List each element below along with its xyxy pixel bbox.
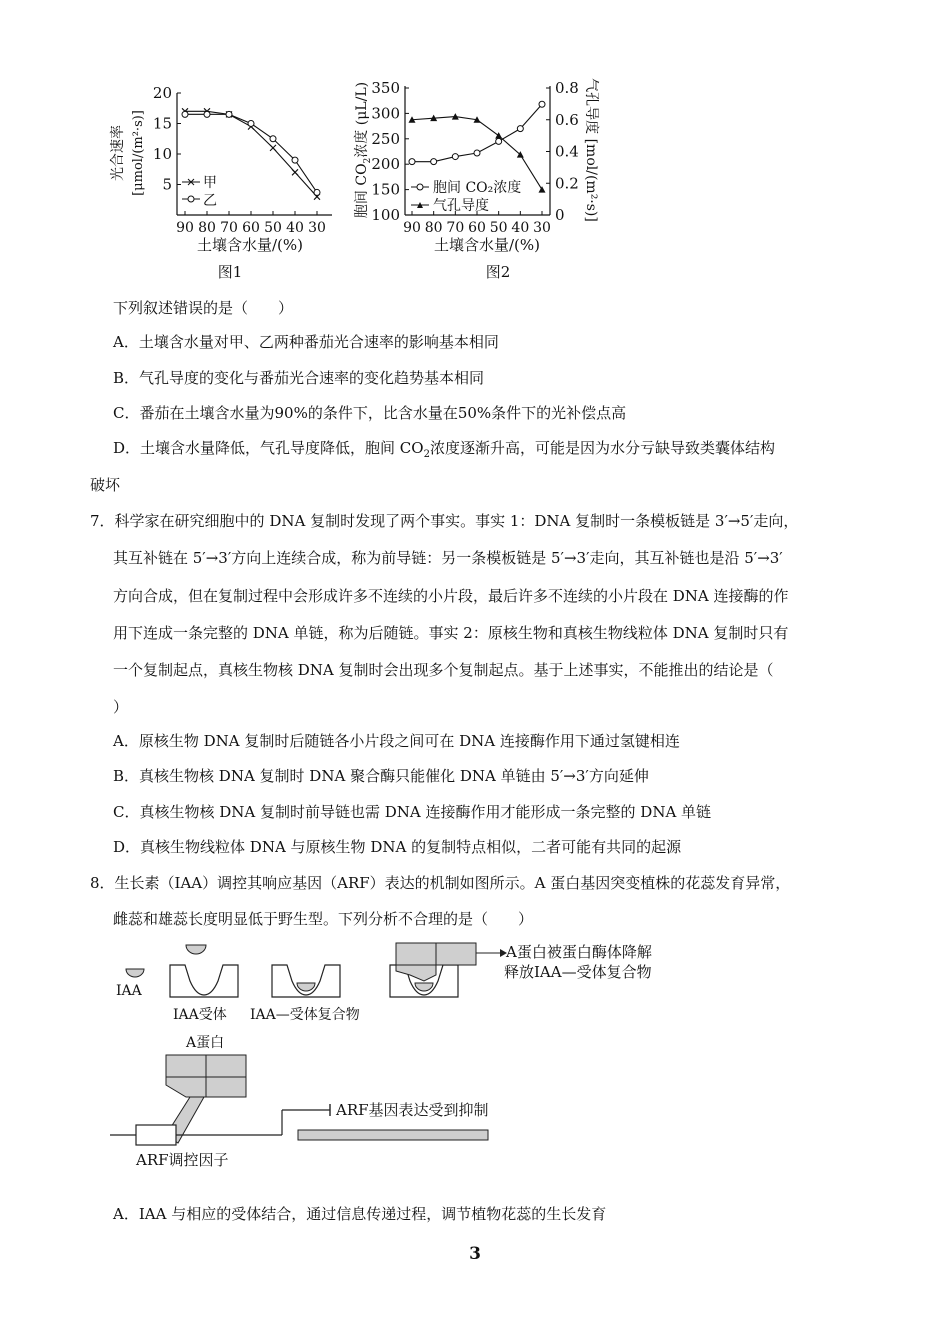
fig2-series-0-point-3 [474,150,480,156]
q7-option-d: D．真核生物线粒体 DNA 与原核生物 DNA 的复制特点相似，二者可能有共同的起源 [113,838,682,856]
fig2-rtick-label-0: 0 [555,206,565,224]
diagram-svg [100,935,700,1180]
fig1-xtick-label-1: 80 [198,220,216,236]
legend-co2-label: 胞间 CO₂浓度 [433,180,522,196]
arf-gene-box [298,1130,488,1140]
q6-option-d-continued: 破坏 [90,476,121,494]
fig1-ytick-label-3: 20 [152,84,172,102]
fig1-xtick-label-6: 30 [308,220,326,236]
fig1-series-1-point-0 [182,111,188,117]
figure-charts [100,58,620,288]
iaa-receptor-complex-icon [272,965,340,997]
fig2-xtick-label-6: 30 [533,220,551,236]
fig2-ylabel-right: 气孔导度 [mol/(m²·s)] [583,78,599,222]
q6-option-d: D．土壤含水量降低，气孔导度降低，胞间 $CO_2$浓度逐渐升高，可能是因为水分亏缺导致类囊体结构 [113,439,775,460]
fig2-ytick-label-5: 350 [371,79,400,97]
fig2-rtick-label-3: 0.6 [555,110,579,129]
fig2-xtick-label-5: 40 [511,220,530,236]
q6-option-b: B．气孔导度的变化与番茄光合速率的变化趋势基本相同 [113,369,485,387]
fig2-rtick-label-2: 0.4 [555,142,579,161]
fig2-caption: 图2 [485,263,511,281]
fig1-series-1-point-6 [314,189,320,195]
q8-line-2: 雌蕊和雄蕊长度明显低于野生型。下列分析不合理的是（ ） [113,910,534,928]
fig2-series-0-point-2 [452,154,458,160]
fig1-caption: 图1 [217,263,243,281]
fig1-series-1-point-3 [248,121,254,127]
fig1-series-1-point-2 [226,111,232,117]
fig1-series-1-point-4 [270,136,276,142]
iaa-binding-icon [186,945,206,954]
fig1-ylabel-unit: [μmol/(m²·s)] [131,110,146,196]
fig1-xtick-label-0: 90 [176,220,194,236]
fig2-xtick-label-2: 70 [446,220,465,236]
fig1-series-0-point-5 [292,169,298,175]
page-number: 3 [469,1244,481,1264]
release-label: 释放IAA—受体复合物 [504,963,652,981]
fig1-ytick-label-1: 10 [152,145,172,163]
q8-option-a: A．IAA 与相应的受体结合，通过信息传递过程，调节植物花蕊的生长发育 [113,1205,607,1223]
iaa-molecule-icon [126,969,144,977]
legend-jia-label: 甲 [203,175,217,191]
fig1-xlabel: 土壤含水量/(%) [196,236,304,254]
receptor-label: IAA受体 [173,1007,227,1023]
fig2-rtick-label-4: 0.8 [555,79,579,97]
q7-option-c: C．真核生物核 DNA 复制时前导链也需 DNA 连接酶作用才能形成一条完整的 DNA 单链 [113,803,712,821]
fig1-xtick-label-2: 70 [220,220,238,236]
fig1-xtick-label-4: 50 [264,220,282,236]
fig2-series-0-point-0 [409,159,415,165]
a-protein-wedge-2-icon [166,1077,206,1097]
fig2-xtick-label-3: 60 [468,220,486,236]
arf-regulator-box [136,1125,176,1145]
fig2-xtick-label-1: 80 [424,220,443,236]
q7-line-4: 用下连成一条完整的 DNA 单链，称为后随链。事实 2：原核生物和真核生物线粒体 DNA 复制时只有 [113,624,789,642]
figure-1 [109,84,332,281]
q6-option-c: C．番茄在土壤含水量为90%的条件下，比含水量在50%条件下的光补偿点高 [113,404,627,422]
fig2-xtick-label-0: 90 [403,220,421,236]
legend-yi-marker [188,196,194,202]
q7-line-6: ） [113,698,129,716]
fig1-ytick-label-2: 15 [152,114,172,133]
fig1-xtick-label-5: 40 [286,220,304,236]
fig2-ytick-label-3: 250 [371,129,400,148]
iaa-receptor-icon [170,965,238,997]
fig1-series-1-point-1 [204,111,210,117]
fig2-ytick-label-4: 300 [371,104,400,123]
a-protein-label: A蛋白 [186,1035,225,1051]
q7-line-2: 其互补链在 5′→3′方向上连续合成，称为前导链：另一条模板链是 5′→3′走向，其互补链也是沿 5′→3′ [113,549,783,567]
fig1-series-0-point-4 [270,145,276,151]
fig1-xtick-label-3: 60 [242,220,260,236]
legend-co2-marker [417,184,423,190]
bound-iaa-icon [297,983,315,991]
fig1-series-1-point-5 [292,157,298,163]
fig1-ytick-label-0: 5 [162,175,172,194]
q7-option-a: A．原核生物 DNA 复制时后随链各小片段之间可在 DNA 连接酶作用下通过氢键相连 [113,732,680,750]
figure-2 [353,78,600,281]
fig2-ytick-label-2: 200 [371,155,400,174]
bound-iaa-icon-2 [415,983,433,991]
q7-line-3: 方向合成，但在复制过程中会形成许多不连续的小片段，最后许多不连续的小片段在 DNA 连接酶的作 [113,587,789,605]
complex-label: IAA—受体复合物 [250,1007,360,1023]
fig2-xlabel: 土壤含水量/(%) [433,236,541,254]
fig2-series-0-point-4 [496,138,502,144]
chart-svg [100,58,620,288]
q7-option-b: B．真核生物核 DNA 复制时 DNA 聚合酶只能催化 DNA 单链由 5′→3′方向延伸 [113,767,649,785]
legend-gs-label: 气孔导度 [433,198,489,214]
arf-inhibit-label: ARF基因表达受到抑制 [336,1101,489,1119]
fig2-series-1-point-4 [495,132,502,139]
degrade-label: A蛋白被蛋白酶体降解 [506,943,652,961]
fig2-ylabel-left: 胞间 $CO_2$浓度 (μL/L) [354,81,373,219]
iaa-label: IAA [116,983,142,999]
q6-option-a: A．土壤含水量对甲、乙两种番茄光合速率的影响基本相同 [113,333,499,351]
q6-stem: 下列叙述错误的是（ ） [113,299,294,317]
fig2-series-0-point-1 [431,159,437,165]
fig2-series-0-point-5 [517,126,523,132]
legend-yi-label: 乙 [203,193,217,209]
q7-line-5: 一个复制起点，真核生物核 DNA 复制时会出现多个复制起点。基于上述事实，不能推出的结论是（ [113,661,774,679]
arf-factor-label: ARF调控因子 [136,1151,229,1169]
fig2-xtick-label-4: 50 [489,220,508,236]
fig2-rtick-label-1: 0.2 [555,174,579,193]
fig1-ylabel: 光合速率 [110,125,126,181]
q8-line-1: 8．生长素（IAA）调控其响应基因（ARF）表达的机制如图所示。A 蛋白基因突变植株的花蕊发育异常， [90,874,791,892]
a-protein-lower-icon [206,1077,246,1097]
fig2-series-0-point-6 [539,101,545,107]
q7-line-1: 7．科学家在研究细胞中的 DNA 复制时发现了两个事实。事实 1：DNA 复制时一条模板链是 3′→5′走向， [90,512,799,530]
fig2-ytick-label-0: 100 [371,206,400,224]
fig2-series-1-point-6 [539,186,546,193]
iaa-mechanism-diagram [100,935,700,1180]
fig2-ytick-label-1: 150 [371,180,400,199]
